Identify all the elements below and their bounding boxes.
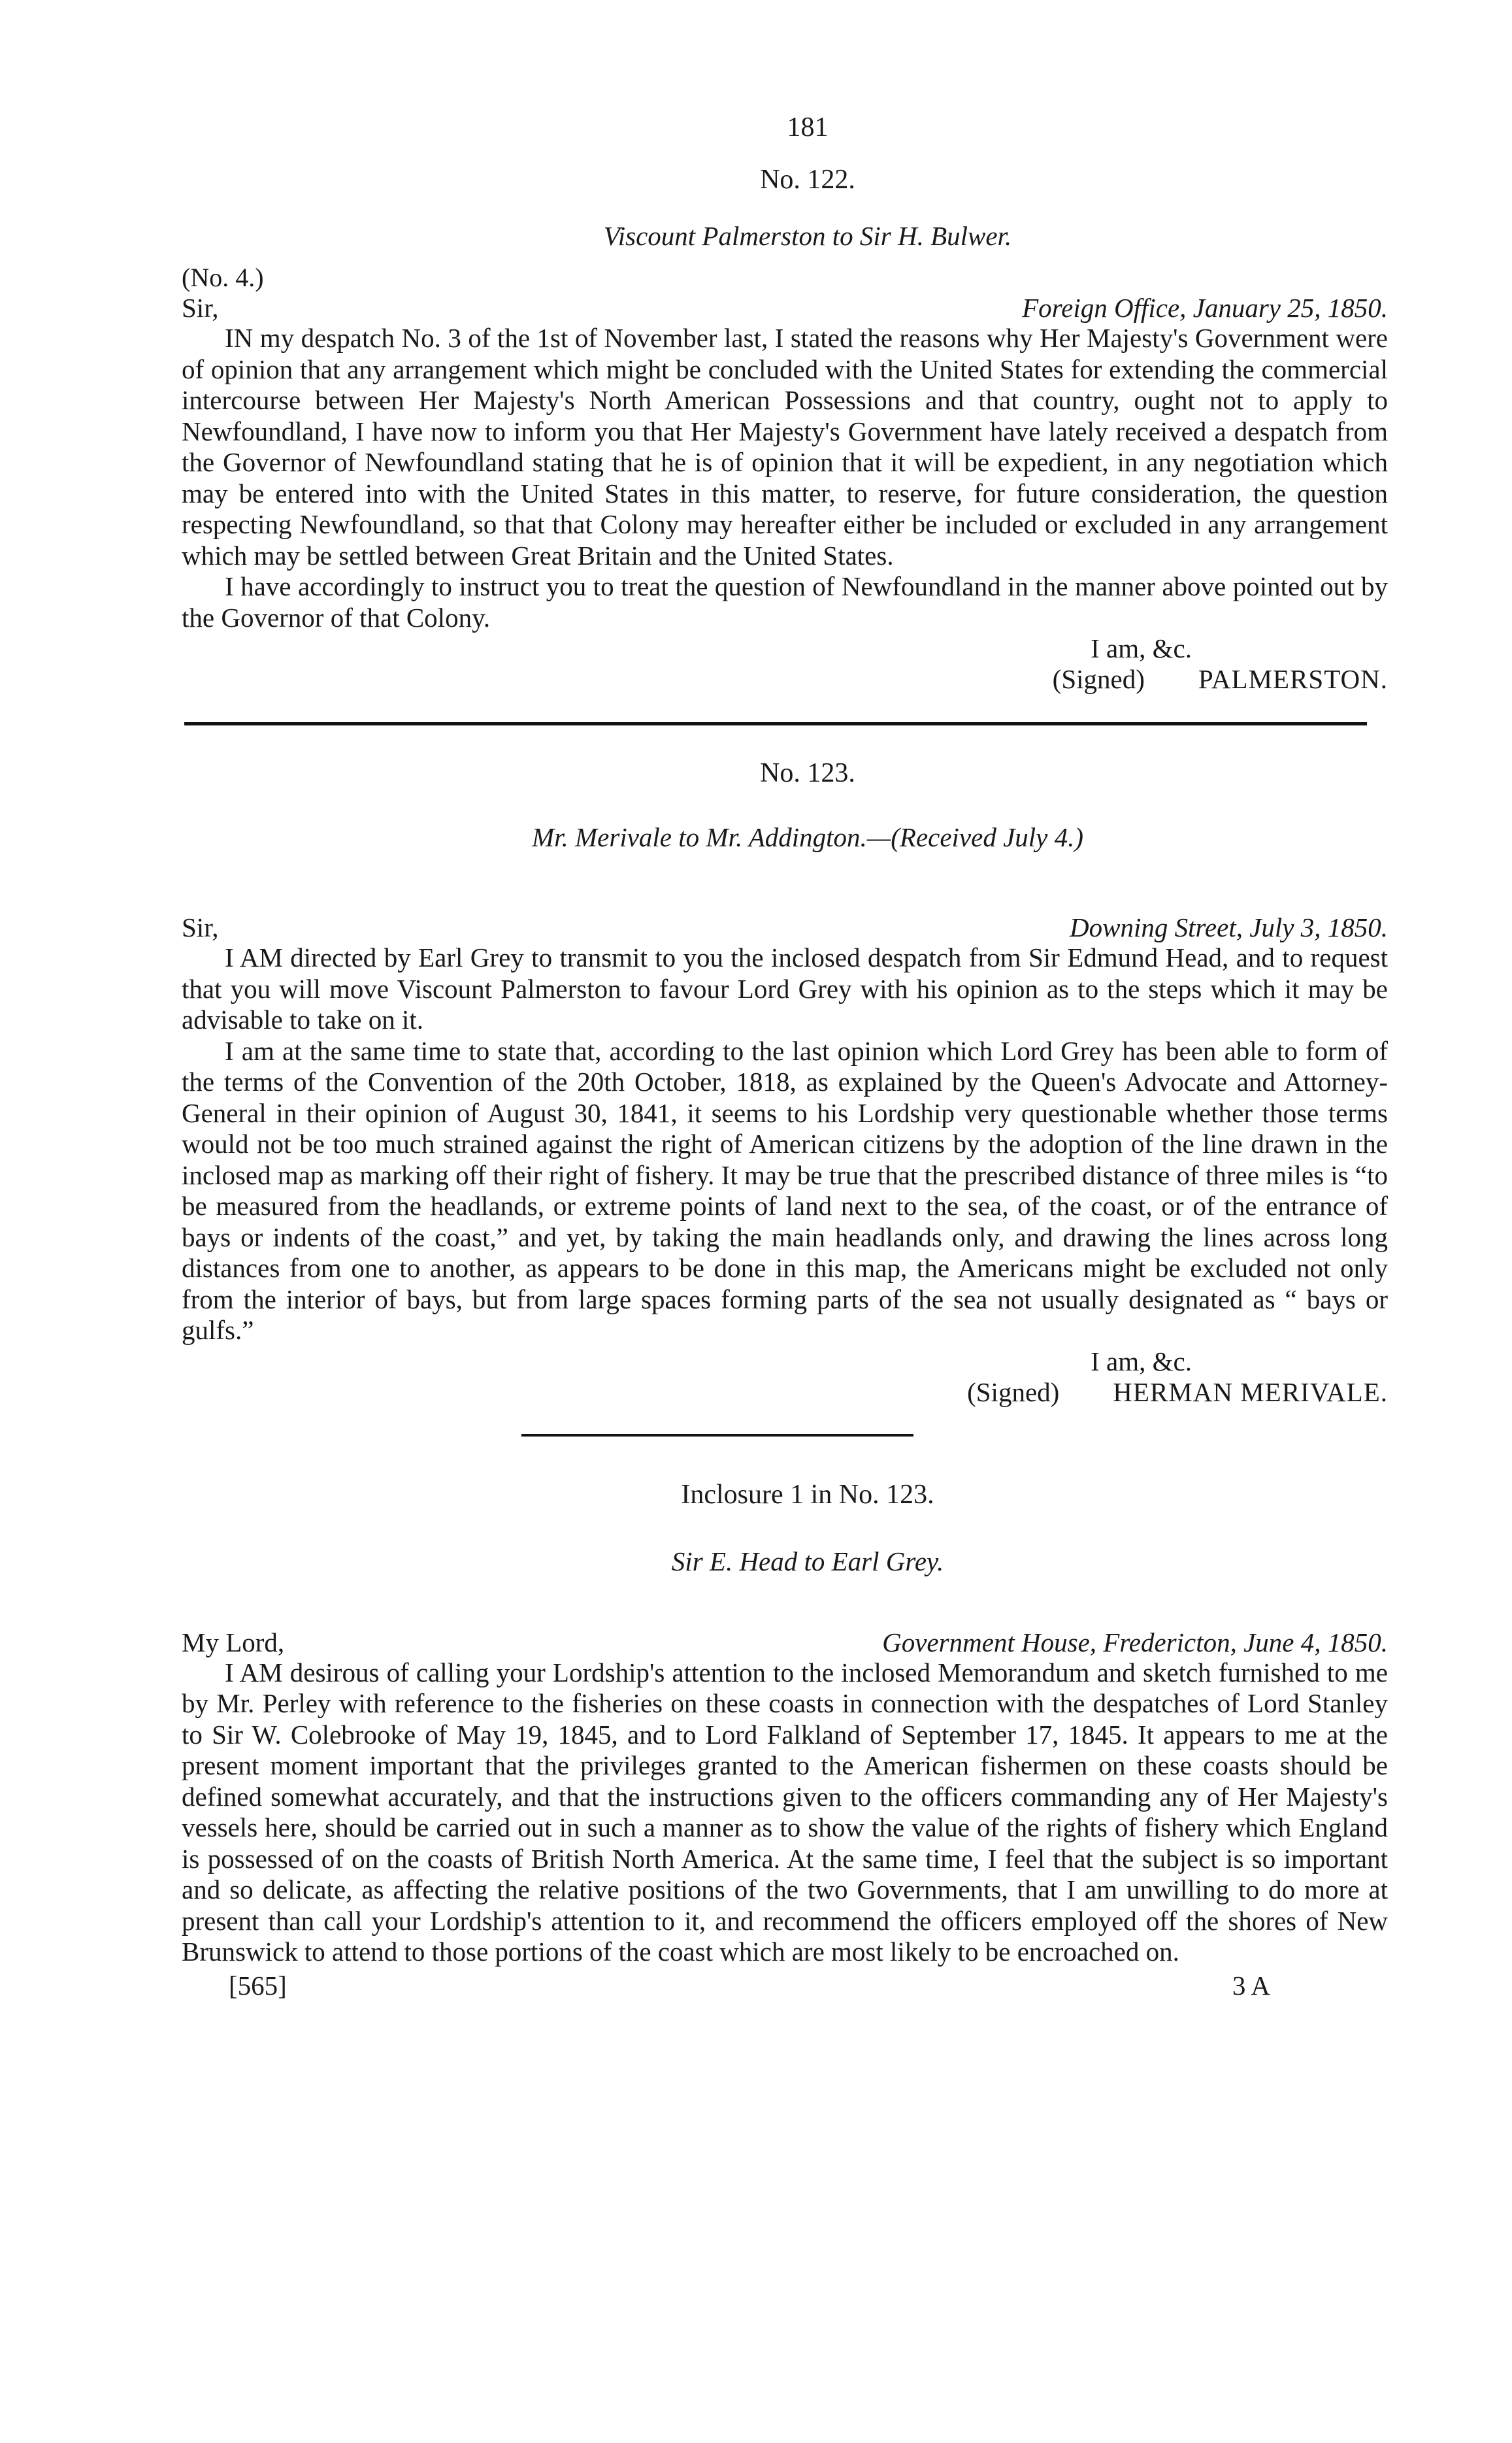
paragraph: I am at the same time to state that, according to the last opinion which Lord Grey has been able to form of the terms of the Convention of the 20th October, 1818, as explained by the Queen's Advocate and Attorney-General in their opinion of August 30, 1841, it seems to his Lordship very questionable whether those terms would not be too much strained against the right of American citizens by the adoption of the line drawn in the inclosed map as marking off their right of fishery. It may be true that the prescribed distance of three miles is “to be measured from the headlands, or extreme points of land next to the sea, of the coast, or of the entrance of bays or indents of the coast,” and yet, by taking the main headlands only, and drawing the lines across long distances from one to another, as appears to be done in this map, the Americans might be excluded not only from the interior of bays, but from large spaces forming parts of the sea not usually designated as “ bays or gulfs.” <box>182 1035 1388 1345</box>
paragraph: IN my despatch No. 3 of the 1st of November last, I stated the reasons why Her Majesty's Government were of opinion that any arrangement which might be concluded with the United States for extending the commercial intercourse between Her Majesty's North American Possessions and that country, ought not to apply to Newfoundland, I have now to inform you that Her Majesty's Government have lately received a despatch from the Governor of Newfoundland stating that he is of opinion that it will be expedient, in any negotiation which may be entered into with the United States in this matter, to reserve, for future consideration, the question respecting Newfoundland, so that that Colony may hereafter either be included or excluded in any arrangement which may be settled between Great Britain and the United States. <box>182 323 1388 571</box>
letter-heading: Mr. Merivale to Mr. Addington.—(Received July 4.) <box>531 822 1084 852</box>
signature: HERMAN MERIVALE. <box>1113 1376 1388 1407</box>
paragraph: I have accordingly to instruct you to treat the question of Newfoundland in the manner above pointed out by the Governor of that Colony. <box>182 571 1388 633</box>
letter-heading: Viscount Palmerston to Sir H. Bulwer. <box>603 221 1012 251</box>
document-number: Inclosure 1 in No. 123. <box>681 1479 934 1510</box>
salutation: Sir, <box>182 293 219 323</box>
document-number: No. 123. <box>760 758 855 788</box>
document-page <box>182 111 1388 2001</box>
signed-label: (Signed) <box>967 1376 1060 1407</box>
letter-body <box>182 942 1388 1346</box>
paragraph: I AM desirous of calling your Lordship's attention to the inclosed Memorandum and sketch furnished to me by Mr. Perley with reference to the fisheries on these coasts in connection with the despatches of Lord Stanley to Sir W. Colebrooke of May 19, 1845, and to Lord Falkland of September 17, 1845. It appears to me at the present moment important that the privileges granted to the American fishermen on these coasts should be defined somewhat accurately, and that the instructions given to the officers commanding any of Her Majesty's vessels here, should be carried out in such a manner as to show the value of the rights of fishery which England is possessed of on the coasts of British North America. At the same time, I feel that the subject is so important and so delicate, as affecting the relative positions of the two Governments, that I am unwilling to do more at present than call your Lordship's attention to it, and recommend the officers employed off the shores of New Brunswick to attend to those portions of the coast which are most likely to be encroached on. <box>182 1657 1388 1967</box>
dateline: Government House, Fredericton, June 4, 1850. <box>882 1627 1388 1657</box>
inclosure-1 <box>182 1478 1388 1968</box>
signature-line <box>182 664 1388 695</box>
letter-body <box>182 1657 1388 1968</box>
paragraph: I AM directed by Earl Grey to transmit to you the inclosed despatch from Sir Edmund Head, and to request that you will move Viscount Palmerston to favour Lord Grey with his opinion as to the steps which it may be advisable to take on it. <box>182 942 1388 1035</box>
letter-122 <box>182 163 1388 695</box>
closing-block <box>182 633 1388 695</box>
salutation-row <box>182 293 1388 323</box>
closing-phrase: I am, &c. <box>1091 1346 1192 1376</box>
letter-heading: Sir E. Head to Earl Grey. <box>671 1546 944 1576</box>
page-number: 181 <box>787 112 829 142</box>
signature-line <box>182 1377 1388 1408</box>
section-divider <box>184 722 1367 725</box>
page-footer <box>182 1970 1388 2001</box>
salutation: Sir, <box>182 912 219 942</box>
closing-block <box>182 1346 1388 1408</box>
salutation-row <box>182 1627 1388 1657</box>
signature-mark: 3 A <box>1232 1970 1270 2001</box>
despatch-reference: (No. 4.) <box>182 263 264 292</box>
signature: PALMERSTON. <box>1198 664 1388 694</box>
closing-phrase: I am, &c. <box>1091 633 1192 663</box>
document-number: No. 122. <box>760 165 855 195</box>
salutation: My Lord, <box>182 1627 285 1657</box>
letter-body <box>182 323 1388 633</box>
signed-label: (Signed) <box>1052 664 1145 694</box>
section-divider-short <box>521 1434 913 1437</box>
dateline: Foreign Office, January 25, 1850. <box>1022 293 1388 323</box>
letter-123 <box>182 757 1388 1408</box>
dateline: Downing Street, July 3, 1850. <box>1070 912 1388 942</box>
salutation-row <box>182 912 1388 942</box>
print-number: [565] <box>229 1970 287 2001</box>
